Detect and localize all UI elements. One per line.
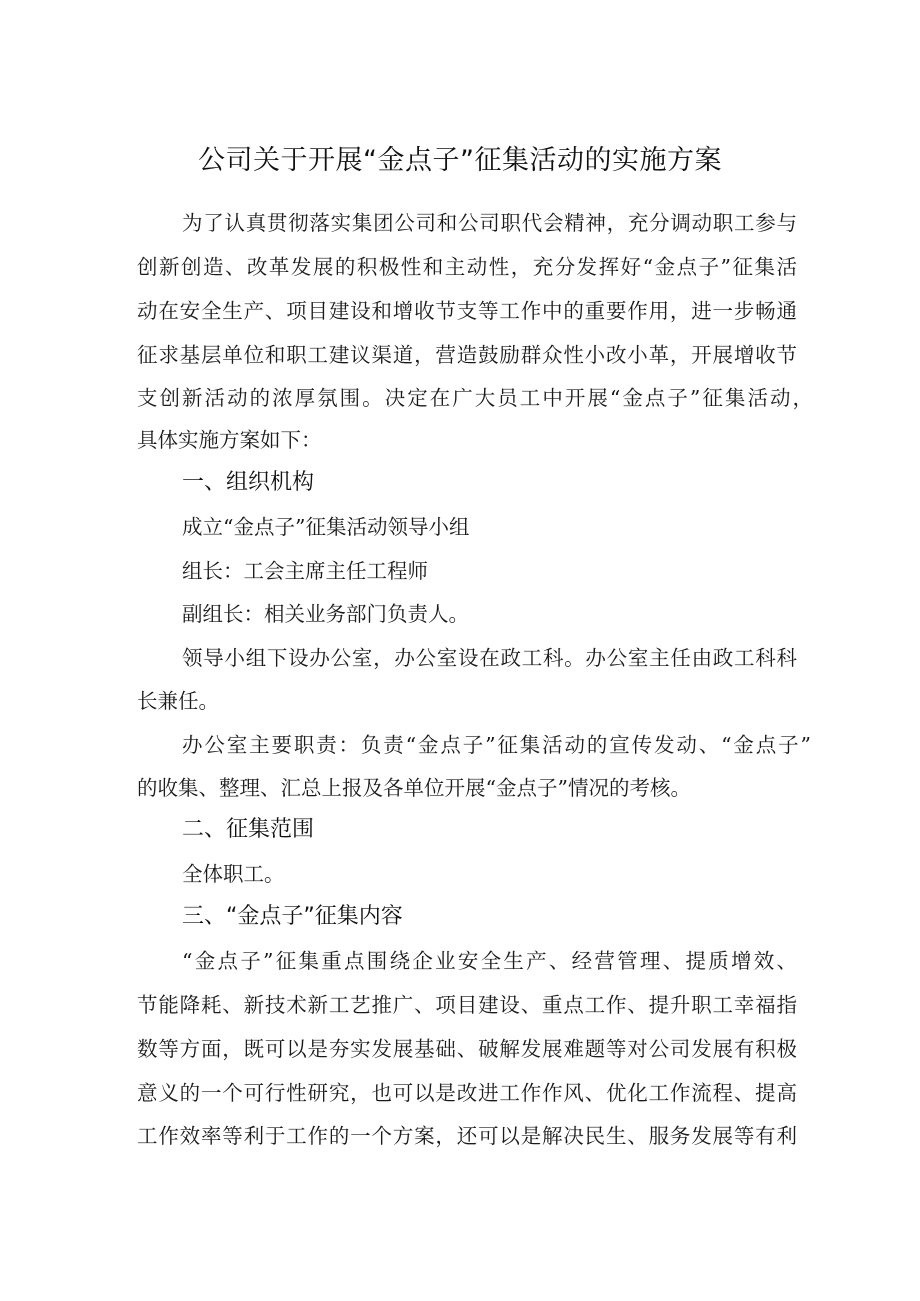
- body-line: 节能降耗、新技术新工艺推广、项目建设、重点工作、提升职工幸福指: [137, 993, 797, 1017]
- body-line: 副组长：相关业务部门负责人。: [182, 602, 469, 626]
- body-line: 长兼任。: [137, 689, 219, 713]
- body-line: 工作效率等利于工作的一个方案，还可以是解决民生、服务发展等有利: [137, 1124, 797, 1148]
- intro-line: 创新创造、改革发展的积极性和主动性，充分发挥好“金点子”征集活: [137, 255, 797, 279]
- body-line: 全体职工。: [182, 862, 285, 886]
- body-line: 数等方面，既可以是夯实发展基础、破解发展难题等对公司发展有积极: [137, 1037, 797, 1061]
- body-line: 成立“金点子”征集活动领导小组: [182, 515, 470, 539]
- body-line: 办公室主要职责：负责“金点子”征集活动的宣传发动、“金点子”: [182, 733, 811, 757]
- section-heading-content: 三、“金点子”征集内容: [182, 904, 403, 929]
- body-line: 组长：工会主席主任工程师: [182, 559, 428, 583]
- intro-line: 为了认真贯彻落实集团公司和公司职代会精神，充分调动职工参与: [182, 211, 797, 235]
- body-line: 领导小组下设办公室，办公室设在政工科。办公室主任由政工科科: [182, 646, 797, 670]
- section-heading-organization: 一、组织机构: [182, 470, 315, 495]
- intro-line: 征求基层单位和职工建议渠道，营造鼓励群众性小改小革，开展增收节: [137, 343, 797, 367]
- intro-line: 支创新活动的浓厚氛围。决定在广大员工中开展“金点子”征集活动，: [137, 386, 813, 410]
- document-title: 公司关于开展“金点子”征集活动的实施方案: [198, 145, 722, 176]
- body-line: “金点子”征集重点围绕企业安全生产、经营管理、提质增效、: [182, 949, 797, 973]
- body-line: 意义的一个可行性研究，也可以是改进工作作风、优化工作流程、提高: [137, 1081, 797, 1105]
- intro-line: 具体实施方案如下：: [137, 428, 322, 452]
- section-heading-scope: 二、征集范围: [182, 817, 315, 842]
- intro-line: 动在安全生产、项目建设和增收节支等工作中的重要作用，进一步畅通: [137, 299, 797, 323]
- body-line: 的收集、整理、汇总上报及各单位开展“金点子”情况的考核。: [137, 776, 691, 800]
